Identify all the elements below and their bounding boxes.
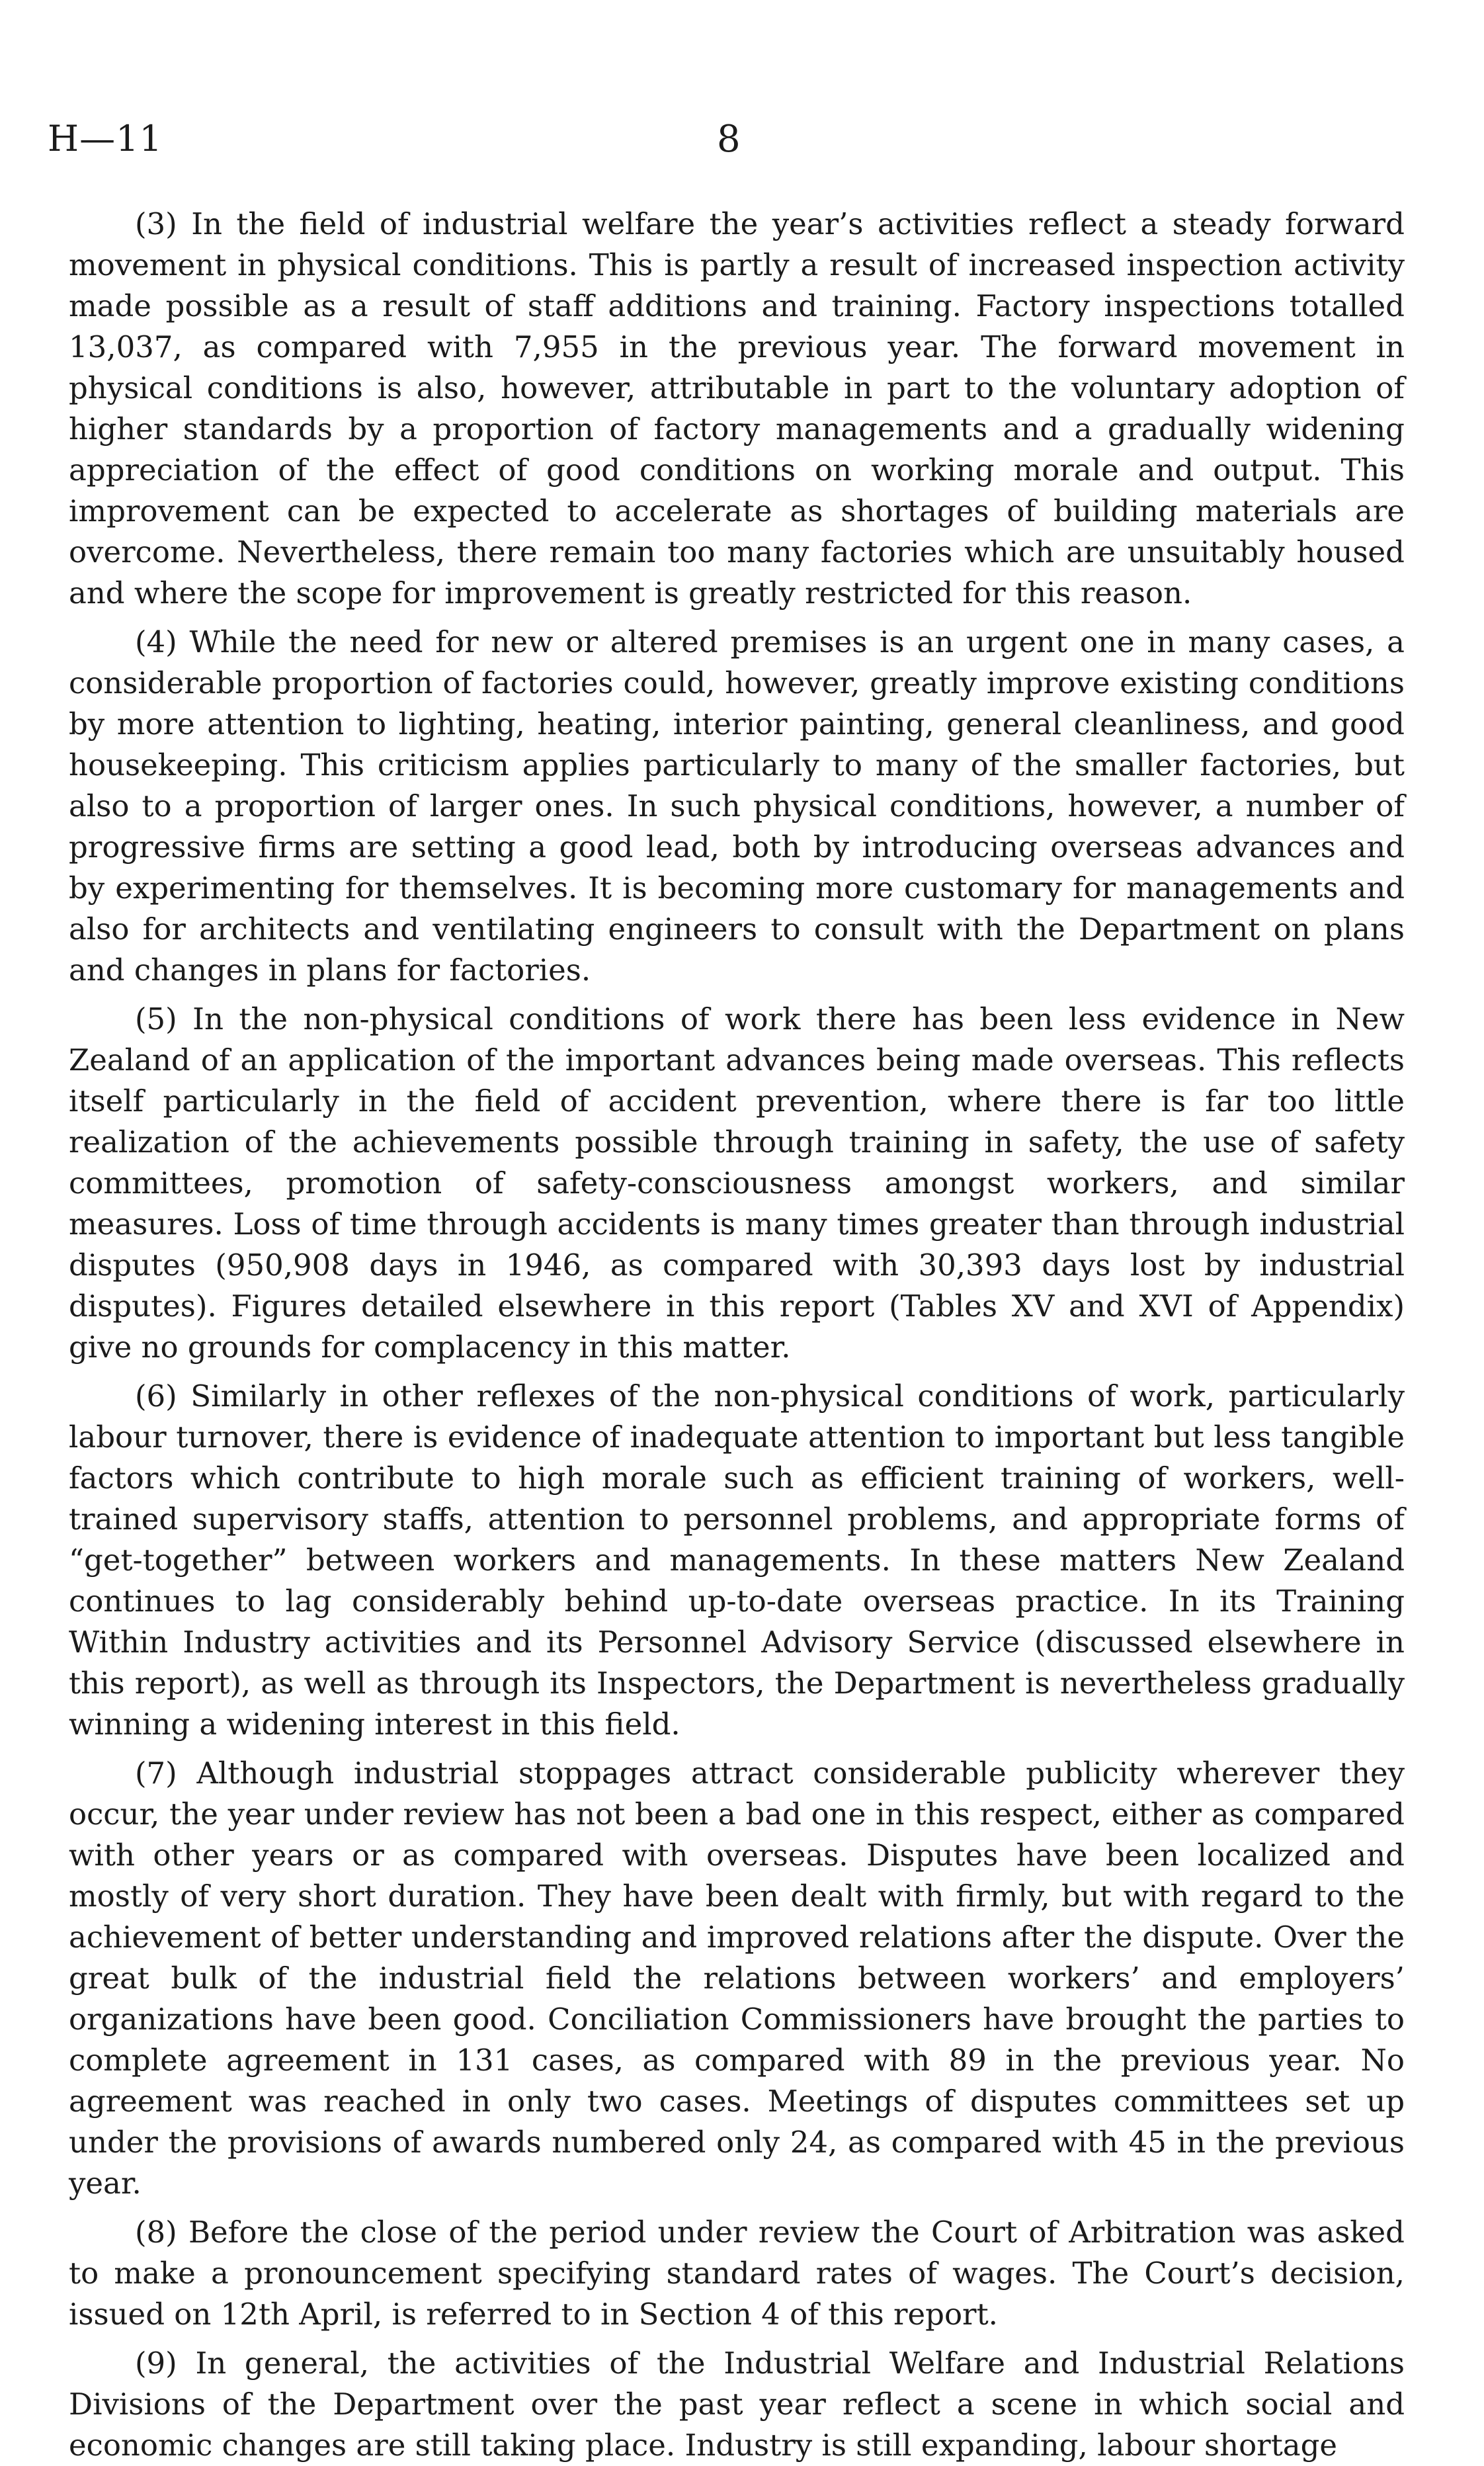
- paragraph-5: (5) In the non-physical conditions of work there has been less evidence in New Zealand of an application of the important advances being made overseas. This reflects itself particularly in the field of accident prevention, where there is far too little realization of the achievements possible through training in safety, the use of safety committees, promotion of safety-consciousness amongst workers, and similar measures. Loss of time through accidents is many times greater than through industrial disputes (950,908 days in 1946, as compared with 30,393 days lost by industrial disputes). Figures detailed elsewhere in this report (Tables XV and XVI of Appendix) give no grounds for complacency in this matter.: [69, 1001, 1405, 1365]
- paragraph-3: (3) In the field of industrial welfare the year’s activities reflect a steady forward movement in physical conditions. This is partly a result of increased inspection activity made possible as a result of staff additions and training. Factory inspections totalled 13,037, as compared with 7,955 in the previous year. The forward movement in physical conditions is also, however, attributable in part to the voluntary adoption of higher standards by a proportion of factory managements and a gradually widening appreciation of the effect of good conditions on working morale and output. This improvement can be expected to accelerate as shortages of building materials are overcome. Nevertheless, there remain too many factories which are unsuitably housed and where the scope for improvement is greatly restricted for this reason.: [69, 206, 1405, 611]
- paragraph-4: (4) While the need for new or altered premises is an urgent one in many cases, a considerable proportion of factories could, however, greatly improve existing conditions by more attention to lighting, heating, interior painting, general cleanliness, and good housekeeping. This criticism applies particularly to many of the smaller factories, but also to a proportion of larger ones. In such physical conditions, however, a number of progressive firms are setting a good lead, both by introducing overseas advances and by experimenting for themselves. It is becoming more customary for managements and also for architects and ventilating engineers to consult with the Department on plans and changes in plans for factories.: [69, 624, 1405, 988]
- paragraph-6: (6) Similarly in other reflexes of the non-physical conditions of work, particularly labour turnover, there is evidence of inadequate attention to important but less tangible factors which contribute to high morale such as efficient training of workers, well-trained supervisory staffs, attention to personnel problems, and appropriate forms of “get-together” between workers and managements. In these matters New Zealand continues to lag considerably behind up-to-date overseas practice. In its Training Within Industry activities and its Personnel Advisory Service (discussed elsewhere in this report), as well as through its Inspectors, the Department is nevertheless gradually winning a widening interest in this field.: [69, 1379, 1405, 1742]
- page-number: 8: [717, 118, 741, 161]
- body-text: [69, 204, 1405, 2466]
- paragraph-9: (9) In general, the activities of the Industrial Welfare and Industrial Relations Divisions of the Department over the past year reflect a scene in which social and economic changes are still taking place. Industry is still expanding, labour shortage: [69, 2346, 1405, 2463]
- paragraph-8: (8) Before the close of the period under review the Court of Arbitration was asked to make a pronouncement specifying standard rates of wages. The Court’s decision, issued on 12th April, is referred to in Section 4 of this report.: [69, 2215, 1405, 2332]
- page-reference: H—11: [48, 118, 163, 159]
- paragraph-7: (7) Although industrial stoppages attract considerable publicity wherever they occur, the year under review has not been a bad one in this respect, either as compared with other years or as compared with overseas. Disputes have been localized and mostly of very short duration. They have been dealt with firmly, but with regard to the achievement of better understanding and improved relations after the dispute. Over the great bulk of the industrial field the relations between workers’ and employers’ organizations have been good. Conciliation Commissioners have brought the parties to complete agreement in 131 cases, as compared with 89 in the previous year. No agreement was reached in only two cases. Meetings of disputes committees set up under the provisions of awards numbered only 24, as compared with 45 in the previous year.: [69, 1756, 1405, 2201]
- page-header: [48, 118, 1436, 171]
